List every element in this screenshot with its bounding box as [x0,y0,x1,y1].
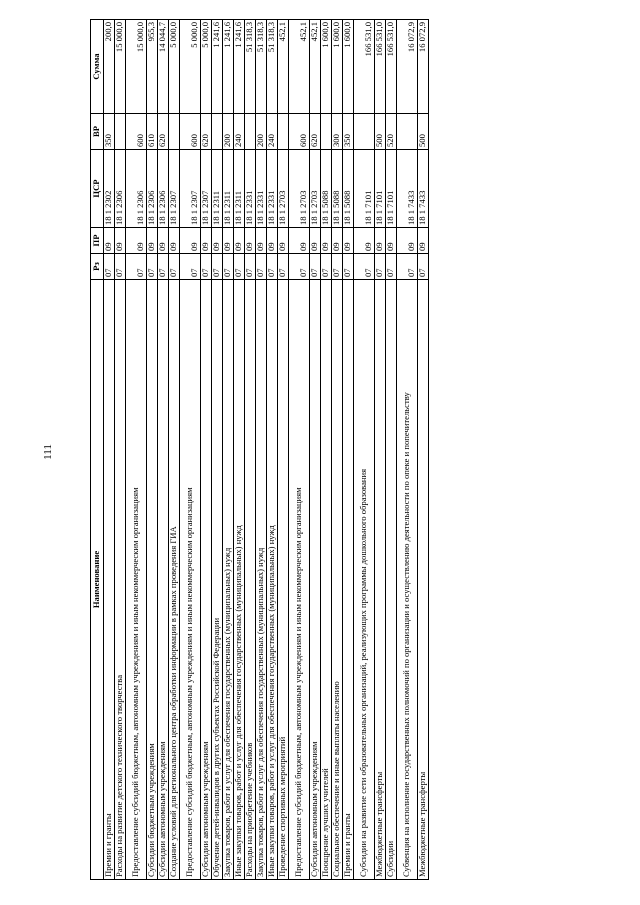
page-number: 111 [42,444,54,460]
row-vr-cell [354,114,375,150]
row-name-cell: Расходы на развитие детского технического творчества [115,280,126,880]
row-sum-cell: 955,3 [147,20,158,114]
row-rz-cell: 07 [104,254,115,280]
row-rz-cell: 07 [354,254,375,280]
row-rz-cell: 07 [289,254,310,280]
row-name-cell: Закупка товаров, работ и услуг для обеспечения государственных (муниципальных) нужд [223,280,234,880]
row-pr-cell: 09 [212,228,223,254]
row-pr-cell: 09 [126,228,147,254]
row-name-cell: Субсидии [386,280,397,880]
row-name-cell: Премии и гранты [343,280,354,880]
row-sum-cell: 1 600,0 [343,20,354,114]
table-row [343,20,354,880]
row-pr-cell: 09 [201,228,212,254]
row-rz-cell: 07 [278,254,289,280]
table-row [278,20,289,880]
table-row [223,20,234,880]
table-row [354,20,375,880]
row-rz-cell: 07 [147,254,158,280]
row-rz-cell: 07 [180,254,201,280]
row-pr-cell: 09 [104,228,115,254]
row-sum-cell: 452,1 [289,20,310,114]
row-rz-cell: 07 [375,254,386,280]
header-pr: ПР [91,228,104,254]
row-sum-cell: 200,0 [104,20,115,114]
row-sum-cell: 452,1 [310,20,321,114]
table-row [180,20,201,880]
row-sum-cell: 5 000,0 [201,20,212,114]
row-pr-cell: 09 [267,228,278,254]
row-name-cell: Межбюджетные трансферты [418,280,429,880]
row-rz-cell: 07 [256,254,267,280]
row-pr-cell: 09 [375,228,386,254]
row-csr-cell: 18 1 2306 [126,150,147,228]
row-pr-cell: 09 [310,228,321,254]
row-vr-cell: 620 [158,114,169,150]
row-name-cell: Поощрение лучших учителей [321,280,332,880]
row-csr-cell: 18 1 2331 [256,150,267,228]
row-sum-cell: 1 241,6 [234,20,245,114]
table-row [397,20,418,880]
row-vr-cell [212,114,223,150]
table-row [245,20,256,880]
row-vr-cell [397,114,418,150]
row-rz-cell: 07 [343,254,354,280]
row-csr-cell: 18 1 2302 [104,150,115,228]
row-csr-cell: 18 1 2307 [180,150,201,228]
row-vr-cell [169,114,180,150]
row-sum-cell: 51 318,3 [256,20,267,114]
row-rz-cell: 07 [321,254,332,280]
row-csr-cell: 18 1 7101 [354,150,375,228]
row-vr-cell [321,114,332,150]
row-vr-cell: 350 [104,114,115,150]
row-pr-cell: 09 [223,228,234,254]
row-pr-cell: 09 [278,228,289,254]
table-header-row [91,20,104,880]
row-name-cell: Расходы на приобретение учебников [245,280,256,880]
row-vr-cell [115,114,126,150]
table-row [126,20,147,880]
row-name-cell: Закупка товаров, работ и услуг для обеспечения государственных (муниципальных) нужд [256,280,267,880]
table-row [418,20,429,880]
row-rz-cell: 07 [234,254,245,280]
row-sum-cell: 14 044,7 [158,20,169,114]
row-csr-cell: 18 1 2307 [169,150,180,228]
row-pr-cell: 09 [115,228,126,254]
row-sum-cell: 166 531,0 [386,20,397,114]
row-csr-cell: 18 1 5088 [343,150,354,228]
table-row [147,20,158,880]
row-name-cell: Субвенция на исполнение государственных полномочий по организации и осуществлению деятельности по опеке и попечительству [397,280,418,880]
row-pr-cell: 09 [343,228,354,254]
row-vr-cell: 350 [343,114,354,150]
row-vr-cell: 600 [126,114,147,150]
table-row [386,20,397,880]
row-sum-cell: 1 241,6 [212,20,223,114]
row-csr-cell: 18 1 7101 [386,150,397,228]
row-sum-cell: 5 000,0 [180,20,201,114]
row-vr-cell: 200 [223,114,234,150]
row-sum-cell: 5 000,0 [169,20,180,114]
row-sum-cell: 15 000,0 [115,20,126,114]
row-pr-cell: 09 [256,228,267,254]
row-pr-cell: 09 [386,228,397,254]
row-pr-cell: 09 [397,228,418,254]
row-csr-cell: 18 1 2331 [245,150,256,228]
row-vr-cell: 520 [386,114,397,150]
row-vr-cell: 240 [267,114,278,150]
row-rz-cell: 07 [201,254,212,280]
table-row [212,20,223,880]
row-rz-cell: 07 [418,254,429,280]
row-sum-cell: 166 531,0 [354,20,375,114]
row-pr-cell: 09 [332,228,343,254]
row-rz-cell: 07 [169,254,180,280]
row-csr-cell: 18 1 2306 [147,150,158,228]
row-pr-cell: 09 [147,228,158,254]
row-csr-cell: 18 1 2306 [115,150,126,228]
row-pr-cell: 09 [289,228,310,254]
row-pr-cell: 09 [169,228,180,254]
row-csr-cell: 18 1 2307 [201,150,212,228]
row-sum-cell: 16 072,9 [418,20,429,114]
table-row [158,20,169,880]
row-name-cell: Иные закупки товаров, работ и услуг для обеспечения государственных (муниципальных) нужд [267,280,278,880]
table-row [234,20,245,880]
row-name-cell: Создание условий для регионального центра обработки информации в рамках проведения ГИА [169,280,180,880]
table-row [332,20,343,880]
budget-table-container [90,20,555,880]
row-vr-cell: 500 [418,114,429,150]
table-row [115,20,126,880]
row-name-cell: Предоставление субсидий бюджетным, автономным учреждениям и иным некоммерческим организациям [180,280,201,880]
row-sum-cell: 1 600,0 [321,20,332,114]
table-row [267,20,278,880]
table-body [104,20,429,880]
row-sum-cell: 16 072,9 [397,20,418,114]
row-csr-cell: 18 1 7101 [375,150,386,228]
row-vr-cell: 500 [375,114,386,150]
row-csr-cell: 18 1 5088 [332,150,343,228]
row-pr-cell: 09 [234,228,245,254]
header-rz: Рз [91,254,104,280]
row-rz-cell: 07 [267,254,278,280]
table-row [375,20,386,880]
table-row [256,20,267,880]
budget-table [90,19,429,880]
row-sum-cell: 1 600,0 [332,20,343,114]
row-csr-cell: 18 1 2703 [278,150,289,228]
header-sum: Сумма [91,20,104,114]
row-pr-cell: 09 [354,228,375,254]
row-rz-cell: 07 [245,254,256,280]
row-pr-cell: 09 [158,228,169,254]
row-vr-cell: 600 [289,114,310,150]
row-name-cell: Проведение спортивных мероприятий [278,280,289,880]
row-csr-cell: 18 1 2703 [289,150,310,228]
row-csr-cell: 18 1 2311 [234,150,245,228]
table-row [201,20,212,880]
row-pr-cell: 09 [321,228,332,254]
row-sum-cell: 1 241,6 [223,20,234,114]
row-vr-cell: 200 [256,114,267,150]
row-name-cell: Предоставление субсидий бюджетным, автономным учреждениям и иным некоммерческим организациям [289,280,310,880]
row-vr-cell: 240 [234,114,245,150]
row-name-cell: Субсидии автономным учреждениям [158,280,169,880]
row-rz-cell: 07 [386,254,397,280]
row-csr-cell: 18 1 7433 [418,150,429,228]
table-row [289,20,310,880]
table-row [169,20,180,880]
row-name-cell: Субсидии автономным учреждениям [310,280,321,880]
row-name-cell: Субсидии бюджетным учреждениям [147,280,158,880]
row-sum-cell: 51 318,3 [267,20,278,114]
row-csr-cell: 18 1 2331 [267,150,278,228]
table-row [321,20,332,880]
row-name-cell: Иные закупки товаров, работ и услуг для обеспечения государственных (муниципальных) нужд [234,280,245,880]
row-rz-cell: 07 [332,254,343,280]
row-name-cell: Субсидии автономным учреждениям [201,280,212,880]
row-name-cell: Обучение детей-инвалидов в других субъектах Российской Федерации [212,280,223,880]
row-vr-cell: 300 [332,114,343,150]
row-vr-cell [278,114,289,150]
row-sum-cell: 51 318,3 [245,20,256,114]
row-csr-cell: 18 1 2311 [212,150,223,228]
row-csr-cell: 18 1 2311 [223,150,234,228]
row-sum-cell: 15 000,0 [126,20,147,114]
row-rz-cell: 07 [126,254,147,280]
row-sum-cell: 166 531,0 [375,20,386,114]
row-csr-cell: 18 1 5088 [321,150,332,228]
row-name-cell: Межбюджетные трансферты [375,280,386,880]
row-rz-cell: 07 [212,254,223,280]
row-vr-cell: 600 [180,114,201,150]
row-vr-cell: 620 [201,114,212,150]
row-vr-cell [245,114,256,150]
row-name-cell: Премии и гранты [104,280,115,880]
row-sum-cell: 452,1 [278,20,289,114]
row-name-cell: Субсидии на развитие сети образовательных организаций, реализующих программы дошкольного образования [354,280,375,880]
row-rz-cell: 07 [397,254,418,280]
row-vr-cell: 620 [310,114,321,150]
row-csr-cell: 18 1 2703 [310,150,321,228]
row-pr-cell: 09 [418,228,429,254]
row-rz-cell: 07 [310,254,321,280]
row-name-cell: Предоставление субсидий бюджетным, автономным учреждениям и иным некоммерческим организациям [126,280,147,880]
row-rz-cell: 07 [158,254,169,280]
row-csr-cell: 18 1 7433 [397,150,418,228]
row-vr-cell: 610 [147,114,158,150]
row-csr-cell: 18 1 2306 [158,150,169,228]
header-csr: ЦСР [91,150,104,228]
row-pr-cell: 09 [245,228,256,254]
row-rz-cell: 07 [223,254,234,280]
row-rz-cell: 07 [115,254,126,280]
row-name-cell: Социальное обеспечение и иные выплаты населению [332,280,343,880]
header-vr: ВР [91,114,104,150]
row-pr-cell: 09 [180,228,201,254]
table-row [310,20,321,880]
table-row [104,20,115,880]
header-name: Наименование [91,280,104,880]
